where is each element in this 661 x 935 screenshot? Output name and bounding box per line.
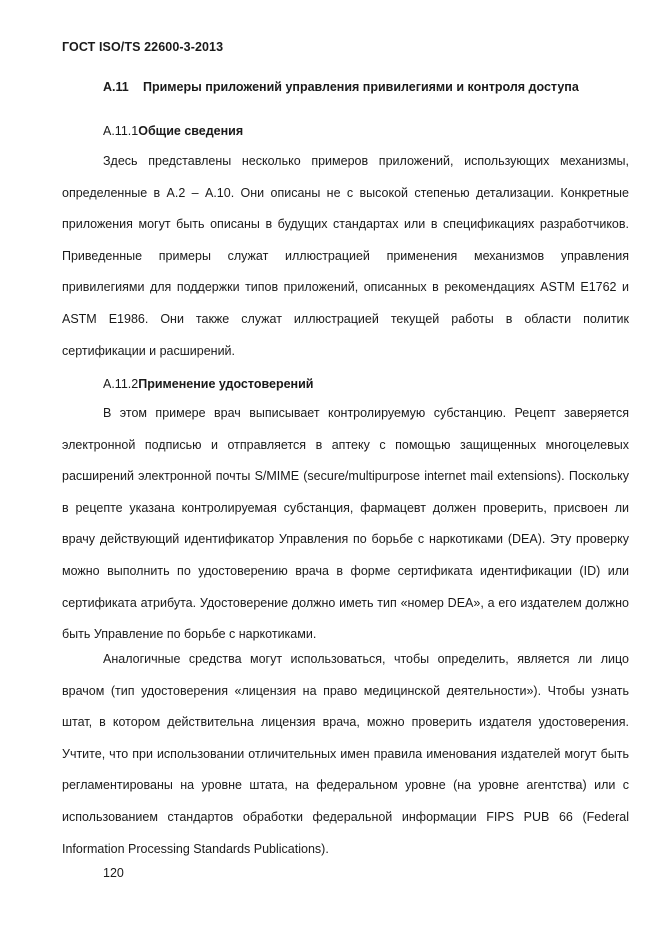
document-header: ГОСТ ISO/TS 22600-3-2013 (62, 40, 224, 54)
paragraph-similar-means: Аналогичные средства могут использоваться, чтобы определить, является ли лицо врачом (тип удостоверения «лицензия на право медицинской деятельности»). Чтобы узнать штат, в котором действительна лицензия врача, можно проверить издателя удостоверения. Учтите, что при использовании отличительных имен правила именования издателей могут быть регламентированы на уровне штата, на федеральном уровне (на уровне агентства) или с использованием стандартов обработки федеральной информации FIPS PUB 66 (Federal Information Processing Standards Publications). (62, 652, 629, 856)
section-title: Примеры приложений управления привилегиями и контроля доступа (143, 80, 579, 94)
subsection-number: А.11.1 (103, 124, 139, 138)
subsection-heading-a112 (103, 377, 313, 391)
subsection-heading-a111 (103, 124, 243, 138)
subsection-title: Общие сведения (138, 124, 244, 138)
section-number: А.11 (103, 80, 129, 94)
page-number: 120 (103, 866, 124, 880)
subsection-title: Применение удостоверений (138, 377, 314, 391)
subsection-number: А.11.2 (103, 377, 139, 391)
paragraph-credential-example: В этом примере врач выписывает контролируемую субстанцию. Рецепт заверяется электронной подписью и отправляется в аптеку с помощью защищенных многоцелевых расширений электронной почты S/MIME (secure/multipurpose internet mail extensions). Поскольку в рецепте указана контролируемая субстанция, фармацевт должен проверить, присвоен ли врачу действующий идентификатор Управления по борьбе с наркотиками (DEA). Эту проверку можно выполнить по удостоверению врача в форме сертификата идентификации (ID) или сертификата атрибута. Удостоверение должно иметь тип «номер DEA», а его издателем должно быть Управление по борьбе с наркотиками. (62, 406, 629, 642)
paragraph-general-info: Здесь представлены несколько примеров приложений, использующих механизмы, определенные в А.2 – А.10. Они описаны не с высокой степенью детализации. Конкретные приложения могут быть описаны в будущих стандартах или в спецификациях разработчиков. Приведенные примеры служат иллюстрацией применения механизмов управления привилегиями для поддержки типов приложений, описанных в рекомендациях ASTM E1762 и ASTM E1986. Они также служат иллюстрацией текущей работы в области политик сертификации и расширений. (62, 154, 629, 358)
section-heading-a11 (103, 80, 579, 94)
